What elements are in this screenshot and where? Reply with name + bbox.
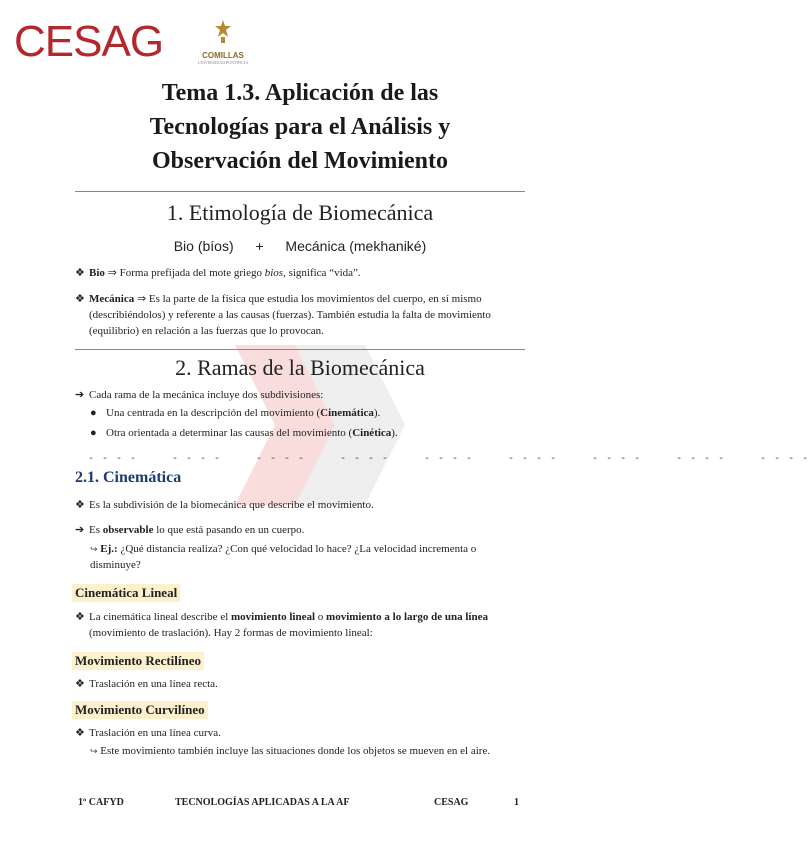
title-line: Tema 1.3. Aplicación de las (161, 80, 439, 106)
list-item-mecanica (75, 291, 525, 339)
etym-right: Mecánica (mekhaniké) (285, 238, 427, 254)
sub2-a: Otra orientada a determinar las causas del movimiento ( (106, 427, 353, 439)
obs-c: lo que está pasando en un cuerpo. (153, 524, 305, 536)
example-note (90, 541, 525, 573)
lineal-a: La cinemática lineal describe el (89, 611, 232, 623)
footer-brand: CESAG (434, 797, 469, 808)
title-line: Tecnologías para el Análisis y (149, 114, 451, 140)
diamond-bullet-icon: ❖ (75, 499, 85, 511)
obs-a: Es (89, 524, 103, 536)
return-arrow-icon: ↪ (90, 544, 98, 554)
dashed-separator: - - - - - - - - - - - - - - - - - - - - - - - - - - - - - - - - - - - - (88, 454, 809, 465)
ej-text: ¿Qué distancia realiza? ¿Con qué velocidad lo hace? ¿La velocidad incrementa o disminuye? (90, 543, 477, 571)
diamond-bullet-icon: ❖ (75, 293, 85, 305)
lineal-b: movimiento lineal (231, 611, 316, 623)
lineal-c: o (315, 611, 327, 623)
list-item-bio (75, 265, 525, 281)
sub1-b: Cinemática (320, 407, 374, 419)
curvilineo-heading: Movimiento Curvilíneo (72, 701, 208, 719)
list-item-def (75, 497, 525, 513)
section-1-heading: 1. Etimología de Biomecánica (166, 200, 434, 225)
bio-text-a: Forma prefijada del mote griego (116, 267, 265, 279)
etym-left: Bio (bíos) (173, 238, 234, 254)
footer-subject: TECNOLOGÍAS APLICADAS A LA AF (175, 797, 350, 808)
arrow-bullet-icon: ➔ (75, 524, 85, 536)
lineal-e: (movimiento de traslación). Hay 2 formas de movimiento lineal: (89, 627, 373, 639)
title-line: Observación del Movimiento (152, 148, 448, 174)
lineal-d: movimiento a lo largo de una línea (326, 611, 488, 623)
comillas-logo (192, 18, 254, 68)
sub1-a: Una centrada en la descripción del movimiento ( (106, 407, 321, 419)
curv-note-text: Este movimiento también incluye las situaciones donde los objetos se mueven en el aire. (100, 745, 491, 757)
return-arrow-icon: ↪ (90, 746, 98, 756)
section-2-heading: 2. Ramas de la Biomecánica (175, 355, 425, 380)
footer-course: 1º CAFYD (78, 797, 124, 808)
arrow-bullet-icon: ➔ (75, 389, 85, 401)
def-text: Es la subdivisión de la biomecánica que describe el movimiento. (89, 499, 374, 511)
implies-arrow: ⇒ (107, 267, 117, 279)
obs-b: observable (102, 524, 154, 536)
list-item-sub1 (90, 405, 525, 421)
page-title (80, 76, 520, 178)
diamond-bullet-icon: ❖ (75, 727, 85, 739)
section-2-1-heading: 2.1. Cinemática (75, 469, 182, 486)
ej-label: Ej.: (100, 543, 118, 555)
divider (75, 191, 525, 192)
sub1-c: ). (373, 407, 381, 419)
rect-text: Traslación en una línea recta. (89, 678, 218, 690)
dot-bullet-icon: ● (90, 427, 97, 439)
list-item-sub2 (90, 425, 525, 441)
comillas-logo-sub: UNIVERSIDAD PONTIFICIA (197, 60, 249, 65)
sub2-b: Cinética (352, 427, 392, 439)
list-item-rectilineo (75, 676, 525, 692)
divider (75, 349, 525, 350)
dot-bullet-icon: ● (90, 407, 97, 419)
list-item-intro (75, 387, 525, 403)
diamond-bullet-icon: ❖ (75, 267, 85, 279)
intro-text: Cada rama de la mecánica incluye dos subdivisiones: (89, 389, 324, 401)
curv-text: Traslación en una línea curva. (89, 727, 221, 739)
bio-text-b: , significa “vida”. (283, 267, 361, 279)
bio-italic: bios (264, 267, 284, 279)
mecanica-text: Es la parte de la física que estudia los movimientos del cuerpo, en sí mismo (describiéndolos) y referente a las causas (fuerzas). También estudia la falta de movimiento (equilibrio) en relación a las fuerzas que lo provocan. (89, 293, 491, 337)
sub2-c: ). (391, 427, 398, 439)
diamond-bullet-icon: ❖ (75, 611, 85, 623)
bio-term: Bio (89, 267, 105, 279)
implies-arrow: ⇒ (136, 293, 147, 305)
rectilineo-heading: Movimiento Rectilíneo (72, 652, 204, 670)
cinematica-lineal-heading: Cinemática Lineal (72, 584, 180, 602)
curvilineo-note (90, 743, 525, 759)
mecanica-term: Mecánica (89, 293, 135, 305)
list-item-observable (75, 522, 525, 538)
list-item-curvilineo (75, 725, 525, 741)
comillas-crest-icon (212, 18, 234, 44)
diamond-bullet-icon: ❖ (75, 678, 85, 690)
page-number: 1 (514, 797, 519, 808)
etymology-line (75, 238, 525, 254)
etym-plus: + (255, 238, 264, 254)
cesag-logo: CESAG (14, 17, 164, 66)
comillas-logo-text: COMILLAS (202, 51, 244, 60)
list-item-lineal (75, 609, 525, 641)
